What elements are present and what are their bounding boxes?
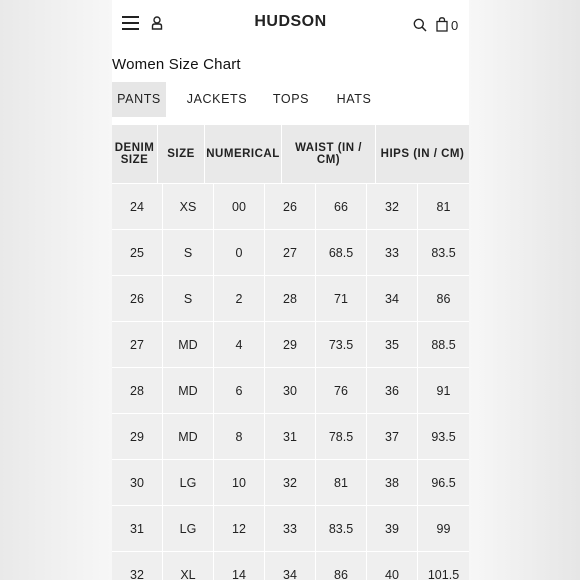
cell-numerical: 6 — [214, 368, 265, 413]
cell-denim-size: 27 — [112, 322, 163, 367]
cell-waist-in: 30 — [265, 368, 316, 413]
cell-numerical: 00 — [214, 184, 265, 229]
cell-hips-cm: 86 — [436, 291, 451, 306]
cell-hips-cm: 88.5 — [431, 337, 456, 352]
cell-hips-cm: 99 — [436, 521, 451, 536]
cart-count[interactable]: 0 — [451, 18, 459, 33]
cell-waist-cm: 83.5 — [316, 506, 367, 551]
cell-hips-in: 39 — [367, 506, 418, 551]
cell-size: XS — [163, 184, 214, 229]
cell-hips-in: 35 — [367, 322, 418, 367]
cell-waist-in: 29 — [265, 322, 316, 367]
cell-hips-in: 38 — [367, 460, 418, 505]
cell-numerical: 2 — [214, 276, 265, 321]
cell-size: S — [163, 276, 214, 321]
cell-hips-in: 36 — [367, 368, 418, 413]
cell-hips-in: 32 — [367, 184, 418, 229]
table-row — [112, 551, 469, 580]
cell-size: LG — [163, 460, 214, 505]
tab-jackets[interactable]: JACKETS — [186, 92, 248, 106]
table-row — [112, 321, 469, 367]
search-icon[interactable] — [413, 18, 427, 32]
table-body — [112, 183, 469, 580]
cell-waist-cm: 71 — [316, 276, 367, 321]
cell-numerical: 10 — [214, 460, 265, 505]
header-waist: WAIST (IN / CM) — [282, 125, 376, 183]
table-row — [112, 275, 469, 321]
tab-tops[interactable]: TOPS — [272, 92, 310, 106]
category-tabs — [112, 82, 469, 117]
cell-waist-cm: 66 — [316, 184, 367, 229]
cell-waist-in: 32 — [265, 460, 316, 505]
cell-size: MD — [163, 368, 214, 413]
page-title: Women Size Chart — [112, 56, 241, 73]
cell-denim-size: 26 — [112, 276, 163, 321]
cell-waist-in: 27 — [265, 230, 316, 275]
cell-waist-cm: 86 — [316, 552, 367, 580]
cell-hips-cm: 83.5 — [431, 245, 456, 260]
cell-waist-cm: 76 — [316, 368, 367, 413]
cell-hips-cm: 101.5 — [427, 567, 460, 580]
brand-logo[interactable]: HUDSON — [254, 13, 327, 30]
size-chart-table — [112, 125, 469, 580]
cell-hips-cm: 93.5 — [431, 429, 456, 444]
cell-denim-size: 29 — [112, 414, 163, 459]
shopping-bag-icon[interactable] — [436, 17, 448, 32]
cell-hips-in: 34 — [367, 276, 418, 321]
cell-hips-cm: 96.5 — [431, 475, 456, 490]
cell-numerical: 14 — [214, 552, 265, 580]
header-numerical: NUMERICAL — [205, 125, 282, 183]
table-row — [112, 459, 469, 505]
cell-waist-in: 28 — [265, 276, 316, 321]
background-left — [0, 0, 112, 580]
cell-denim-size: 24 — [112, 184, 163, 229]
header-denim-size: DENIM SIZE — [112, 125, 158, 183]
cell-denim-size: 32 — [112, 552, 163, 580]
cell-waist-cm: 81 — [316, 460, 367, 505]
table-row — [112, 183, 469, 229]
background-right — [469, 0, 580, 580]
mobile-page — [112, 0, 469, 580]
header-size: SIZE — [158, 125, 205, 183]
cell-waist-cm: 73.5 — [316, 322, 367, 367]
cell-numerical: 0 — [214, 230, 265, 275]
site-header — [112, 0, 469, 48]
cell-size: MD — [163, 414, 214, 459]
cell-hips-cm: 81 — [436, 199, 451, 214]
tab-hats[interactable]: HATS — [336, 92, 372, 106]
cell-waist-in: 26 — [265, 184, 316, 229]
cell-denim-size: 25 — [112, 230, 163, 275]
cell-numerical: 8 — [214, 414, 265, 459]
tab-pants[interactable]: PANTS — [112, 82, 166, 117]
cell-denim-size: 28 — [112, 368, 163, 413]
header-hips: HIPS (IN / CM) — [380, 148, 465, 160]
cell-numerical: 12 — [214, 506, 265, 551]
table-row — [112, 505, 469, 551]
cell-denim-size: 30 — [112, 460, 163, 505]
cell-hips-in: 37 — [367, 414, 418, 459]
cell-denim-size: 31 — [112, 506, 163, 551]
cell-waist-cm: 68.5 — [316, 230, 367, 275]
table-row — [112, 367, 469, 413]
cell-hips-in: 33 — [367, 230, 418, 275]
cell-size: XL — [163, 552, 214, 580]
cell-size: LG — [163, 506, 214, 551]
cell-waist-in: 31 — [265, 414, 316, 459]
cell-size: S — [163, 230, 214, 275]
cell-waist-in: 34 — [265, 552, 316, 580]
cell-hips-cm: 91 — [436, 383, 451, 398]
table-row — [112, 413, 469, 459]
cell-numerical: 4 — [214, 322, 265, 367]
table-row — [112, 229, 469, 275]
cell-waist-in: 33 — [265, 506, 316, 551]
cell-size: MD — [163, 322, 214, 367]
cell-waist-cm: 78.5 — [316, 414, 367, 459]
table-header — [112, 125, 469, 183]
cell-hips-in: 40 — [367, 552, 418, 580]
